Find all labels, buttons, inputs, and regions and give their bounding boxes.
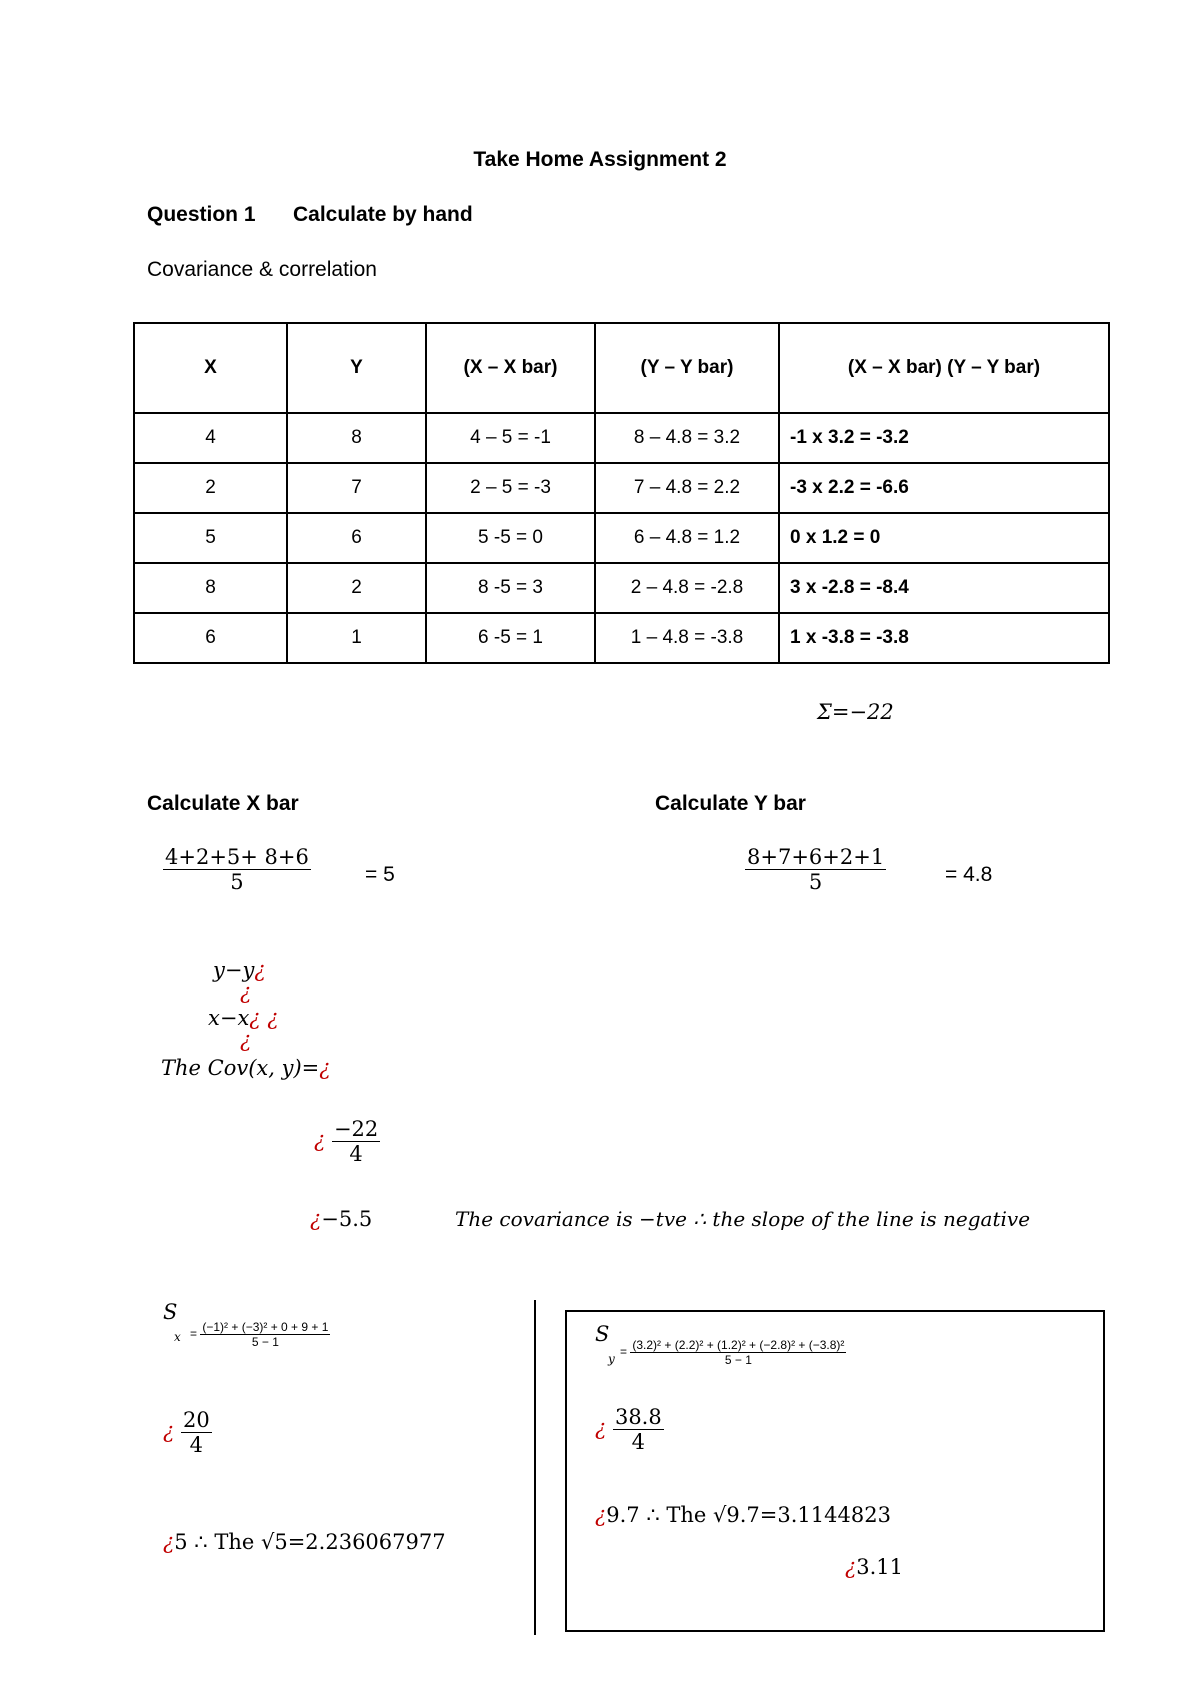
cell-x: 5 (134, 513, 287, 563)
cell-y-dev: 2 – 4.8 = -2.8 (595, 563, 779, 613)
cov-line-1: y−y¿ (213, 958, 266, 982)
sx-sub: x (174, 1330, 181, 1344)
cell-x-dev: 8 -5 = 3 (426, 563, 595, 613)
table-row (134, 613, 1109, 663)
cov-result: ¿−5.5 (310, 1207, 373, 1231)
cov-fraction: ¿ $\frac{-22}{4}$ (314, 1117, 379, 1166)
cov-formula: The Cov(x, y)=¿ (161, 1056, 331, 1080)
sy-label: S (595, 1322, 610, 1346)
table-row (134, 513, 1109, 563)
xbar-fraction (163, 845, 311, 894)
ybar-result: = 4.8 (945, 863, 993, 886)
sy-final: ¿3.11 (845, 1555, 904, 1579)
sy-numerator: (3.2)² + (2.2)² + (1.2)² + (−2.8)² + (−3.8)² (632, 1338, 845, 1352)
question-text: Calculate by hand (293, 203, 473, 226)
cell-x: 8 (134, 563, 287, 613)
cell-x-dev: 6 -5 = 1 (426, 613, 595, 663)
section-subtitle: Covariance & correlation (147, 258, 377, 281)
sx-denominator: 5 − 1 (251, 1335, 279, 1349)
sy-formula: = $\frac{\text{(3.2)² + (2.2)² + (1.2)² + (−2.8)² + (−3.8)²}}{5 - 1}$ (620, 1338, 845, 1367)
sx-result: ¿5 ∴ The √5=2.236067977 (163, 1530, 446, 1554)
header-y-dev: (Y – Y bar) (595, 323, 779, 413)
cell-y: 2 (287, 563, 426, 613)
sy-sub: y (608, 1352, 615, 1366)
cell-y-dev: 6 – 4.8 = 1.2 (595, 513, 779, 563)
cell-y: 1 (287, 613, 426, 663)
sy-frac-numerator: 38.8 (614, 1405, 662, 1429)
xbar-result: = 5 (365, 863, 395, 886)
table-row (134, 413, 1109, 463)
table-row (134, 463, 1109, 513)
header-x-dev: (X – X bar) (426, 323, 595, 413)
cov-conclusion: The covariance is −tve ∴ the slope of the line is negative (455, 1207, 1031, 1231)
cell-y: 6 (287, 513, 426, 563)
cell-x-dev: 2 – 5 = -3 (426, 463, 595, 513)
cell-y: 8 (287, 413, 426, 463)
cell-product: 0 x 1.2 = 0 (779, 513, 1109, 563)
cov-line-3: x−x¿ ¿ (208, 1006, 279, 1030)
page-title: Take Home Assignment 2 (473, 148, 727, 171)
cov-mark-2: ¿ (240, 1028, 252, 1052)
sx-fraction: ¿ $\frac{20}{4}$ (163, 1408, 210, 1457)
cell-y-dev: 7 – 4.8 = 2.2 (595, 463, 779, 513)
calculation-table (133, 322, 1110, 664)
cov-mark-1: ¿ (240, 980, 252, 1004)
cell-y-dev: 8 – 4.8 = 3.2 (595, 413, 779, 463)
header-x: X (134, 323, 287, 413)
cell-product: 1 x -3.8 = -3.8 (779, 613, 1109, 663)
question-label: Question 1 (147, 203, 256, 226)
cell-x: 4 (134, 413, 287, 463)
cell-y: 7 (287, 463, 426, 513)
ybar-heading: Calculate Y bar (655, 792, 806, 815)
sy-result: ¿9.7 ∴ The √9.7=3.1144823 (595, 1503, 891, 1527)
sx-label: S (163, 1300, 178, 1324)
header-product: (X – X bar) (Y – Y bar) (779, 323, 1109, 413)
cell-product: -1 x 3.2 = -3.2 (779, 413, 1109, 463)
sx-formula: = $\frac{\text{(−1)² + (−3)² + 0 + 9 + 1}}{5 - 1}$ (190, 1320, 329, 1349)
cov-frac-denominator: 4 (349, 1142, 363, 1166)
cell-x-dev: 5 -5 = 0 (426, 513, 595, 563)
xbar-denominator: 5 (230, 870, 244, 894)
xbar-heading: Calculate X bar (147, 792, 299, 815)
sy-frac-denominator: 4 (631, 1430, 646, 1454)
cell-x: 6 (134, 613, 287, 663)
ybar-numerator: 8+7+6+2+1 (747, 845, 885, 869)
sx-frac-numerator: 20 (182, 1408, 210, 1432)
cell-x-dev: 4 – 5 = -1 (426, 413, 595, 463)
sx-numerator: (−1)² + (−3)² + 0 + 9 + 1 (202, 1320, 329, 1334)
sy-fraction: ¿ $\frac{38.8}{4}$ (595, 1405, 662, 1454)
cell-x: 2 (134, 463, 287, 513)
cov-frac-numerator: −22 (333, 1117, 379, 1141)
table-row (134, 563, 1109, 613)
ybar-fraction (745, 845, 886, 894)
cell-product: -3 x 2.2 = -6.6 (779, 463, 1109, 513)
sigma-sum: Σ=−22 (817, 700, 894, 724)
sy-denominator: 5 − 1 (724, 1353, 752, 1367)
table-header-row (134, 323, 1109, 413)
sx-frac-denominator: 4 (189, 1433, 203, 1457)
xbar-numerator: 4+2+5+ 8+6 (165, 845, 309, 869)
column-divider (534, 1300, 536, 1635)
cell-product: 3 x -2.8 = -8.4 (779, 563, 1109, 613)
header-y: Y (287, 323, 426, 413)
ybar-denominator: 5 (808, 870, 823, 894)
cell-y-dev: 1 – 4.8 = -3.8 (595, 613, 779, 663)
